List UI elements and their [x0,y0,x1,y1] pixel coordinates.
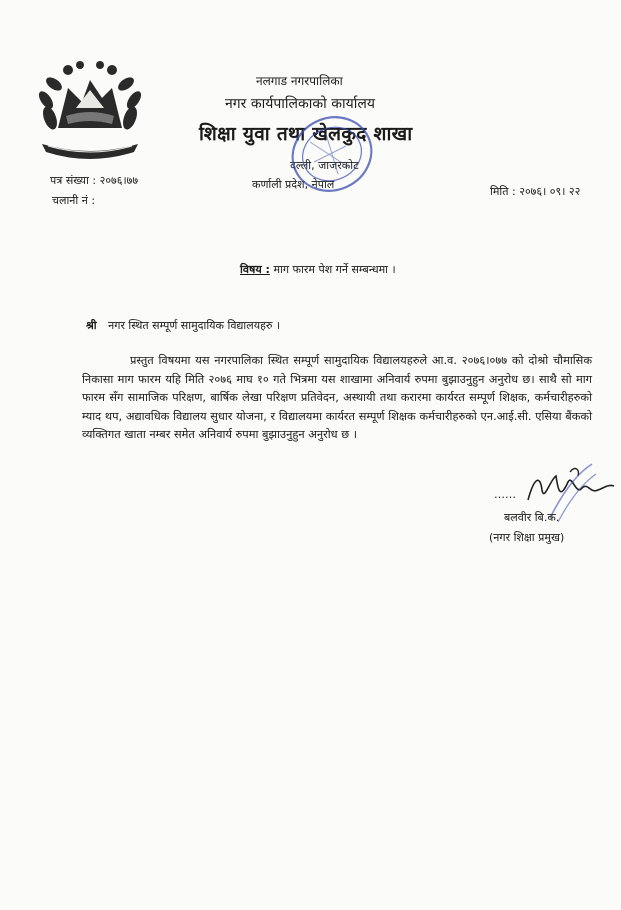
addressee-honorific: श्री [86,319,97,332]
letter-date: मिति : २०७६। ०९। २२ [490,185,581,198]
signatory-name: बलवीर बि.क. [504,511,560,524]
office-stamp-icon [280,112,385,197]
nepal-emblem-icon [36,58,144,164]
address-line: दल्ली, जाजरकोट [290,159,359,172]
office-name: नगर कार्यपालिकाको कार्यालय [225,96,375,112]
letter-body [82,352,592,445]
province-line: कर्णाली प्रदेश, नेपाल [252,178,335,191]
branch-name: शिक्षा युवा तथा खेलकुद शाखा [199,123,413,145]
signature-dots: …… [494,488,516,501]
subject-text: माग फारम पेश गर्ने सम्बन्धमा । [273,263,396,276]
reference-number: पत्र संख्या : २०७६।७७ [50,174,139,187]
addressee-text: नगर स्थित सम्पूर्ण सामुदायिक विद्यालयहरु । [108,319,281,332]
body-paragraph: प्रस्तुत विषयमा यस नगरपालिका स्थित सम्पूर्ण सामुदायिक विद्यालयहरुले आ.व. २०७६।०७७ को दोश्रो चौमासिक निकासा माग फारम यहि मिति २०७६ माघ १० गते भित्रमा यस शाखामा अनिवार्य रुपमा बुझाउनुहुन अनुरोध छ। साथै सो माग फारम सँग सामाजिक परिक्षण, बार्षिक लेखा परिक्षण प्रतिवेदन, अस्थायी तथा करारमा कार्यरत सम्पूर्ण शिक्षक, कर्मचारीहरुको म्याद थप, अद्यावधिक विद्यालय सुधार योजना, र विद्यालयमा कार्यरत सम्पूर्ण शिक्षक कर्मचारीहरुको एन.आई.सी. एसिया बैंकको व्यक्तिगत खाता नम्बर समेत अनिवार्य रुपमा बुझाउनुहुन अनुरोध छ । [82,354,592,441]
subject-label: विषय : [240,263,270,276]
signatory-title: (नगर शिक्षा प्रमुख) [489,531,565,544]
municipality-name: नलगाड नगरपालिका [256,74,343,88]
addressee [86,318,280,333]
subject-line [240,262,396,277]
dispatch-number: चलानी नं : [52,194,96,207]
